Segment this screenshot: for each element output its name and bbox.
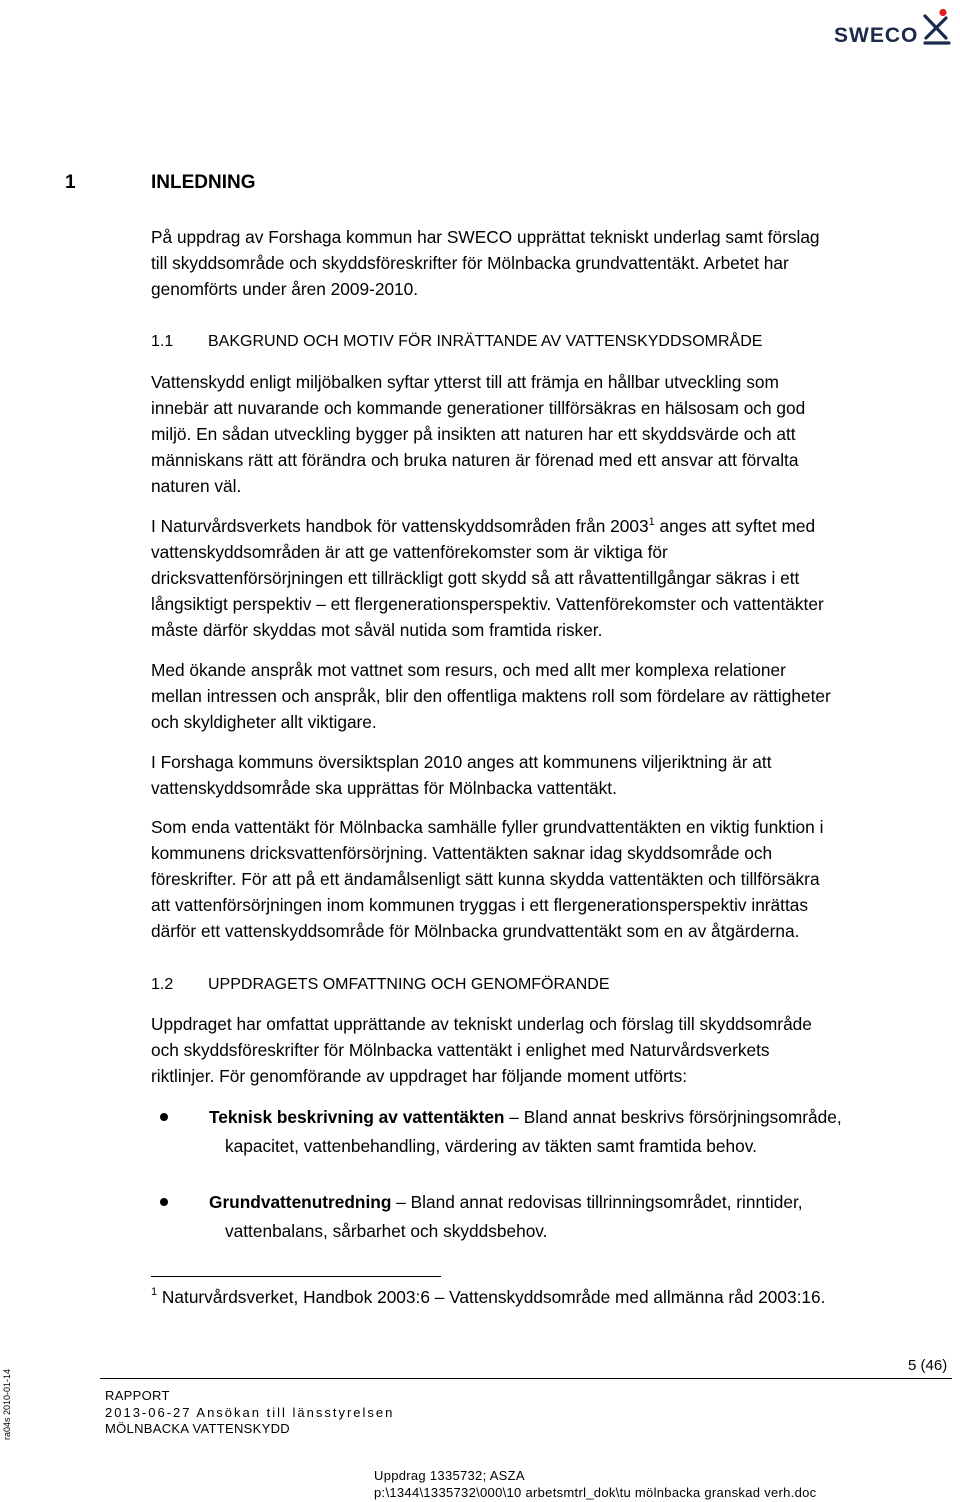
background-paragraph-2: I Naturvårdsverkets handbok för vattenskyddsområden från 2003$^1$ anges att syftet med vattenskyddsområden är att ge vattenförekomster som är viktiga för dricksvattenförsörjningen ett tillräckligt gott skydd så att råvattentillgångar säkras i ett långsiktigt perspektiv – ett flergenerationsperspektiv. Vattenförekomster och vattentäkter måste därför skyddas mot såväl nutida som framtida risker. bbox=[151, 516, 824, 640]
bullet-icon bbox=[160, 1113, 168, 1121]
project-name: MÖLNBACKA VATTENSKYDD bbox=[105, 1421, 290, 1436]
section-1-1-title: BAKGRUND OCH MOTIV FÖR INRÄTTANDE AV VATTENSKYDDSOMRÅDE bbox=[208, 333, 763, 350]
assignment-number: Uppdrag 1335732; ASZA bbox=[374, 1468, 525, 1483]
bullet-icon bbox=[160, 1198, 168, 1206]
sweco-figure-icon bbox=[922, 8, 952, 48]
footer-divider bbox=[100, 1378, 952, 1379]
footnote-reference: 1 bbox=[648, 516, 655, 528]
footnote-mark: 1 bbox=[151, 1286, 158, 1298]
footnote-separator bbox=[151, 1276, 441, 1277]
section-1-title: INLEDNING bbox=[151, 172, 256, 193]
scope-paragraph: Uppdraget har omfattat upprättande av tekniskt underlag och förslag till skyddsområde och skyddsföreskrifter för Mölnbacka vattentäkt i enlighet med Naturvårdsverkets riktlinjer. För genomförande av uppdraget har följande moment utförts: bbox=[151, 1014, 812, 1086]
section-1-1-number: 1.1 bbox=[151, 333, 174, 350]
sweco-logo bbox=[834, 8, 952, 48]
template-code: ra04s 2010-01-14 bbox=[2, 1368, 12, 1440]
footnote: $^1$ Naturvårdsverket, Handbok 2003:6 – Vattenskyddsområde med allmänna råd 2003:16. bbox=[151, 1286, 826, 1307]
page-number: 5 (46) bbox=[908, 1357, 948, 1374]
background-paragraph-5: Som enda vattentäkt för Mölnbacka samhälle fyller grundvattentäkten en viktig funktion i kommunens dricksvattenförsörjning. Vattentäkten saknar idag skyddsområde och föreskrifter. För att på ett ändamålsenligt sätt kunna skydda vattentäkten och tillförsäkra att vattenförsörjningen inom kommunen tryggas i ett flergenerationsperspektiv inrättas därför ett vattenskyddsområde för Mölnbacka grundvattentäkt som en av åtgärderna. bbox=[151, 817, 824, 941]
intro-paragraph: På uppdrag av Forshaga kommun har SWECO upprättat tekniskt underlag samt förslag till skyddsområde och skyddsföreskrifter för Mölnbacka grundvattentäkt. Arbetet har genomförts under åren 2009-2010. bbox=[151, 227, 820, 299]
file-path: p:\1344\1335732\000\10 arbetsmtrl_dok\tu mölnbacka granskad verh.doc bbox=[374, 1485, 817, 1500]
logo-text: SWECO bbox=[834, 24, 919, 47]
background-paragraph-3: Med ökande anspråk mot vattnet som resurs, och med allt mer komplexa relationer mellan intressen och anspråk, blir den offentliga maktens roll som fördelare av rättigheter och skyldigheter allt viktigare. bbox=[151, 660, 831, 732]
section-1-2-number: 1.2 bbox=[151, 976, 174, 993]
report-date-line: 2013-06-27 Ansökan till länsstyrelsen bbox=[105, 1405, 395, 1420]
section-1-number: 1 bbox=[65, 172, 76, 193]
section-1-2-title: UPPDRAGETS OMFATTNING OCH GENOMFÖRANDE bbox=[208, 976, 610, 993]
report-label: RAPPORT bbox=[105, 1388, 170, 1403]
background-paragraph-1: Vattenskydd enligt miljöbalken syftar ytterst till att främja en hållbar utveckling som innebär att nuvarande och kommande generationer tillförsäkras en hälsosam och god miljö. En sådan utveckling bygger på insikten att naturen har ett skyddsvärde och att människans rätt att förändra och bruka naturen är förenad med ett ansvar att förvalta naturen väl. bbox=[151, 372, 806, 496]
background-paragraph-4: I Forshaga kommuns översiktsplan 2010 anges att kommunens viljeriktning är att vattenskyddsområde ska upprättas för Mölnbacka vattentäkt. bbox=[151, 752, 772, 798]
